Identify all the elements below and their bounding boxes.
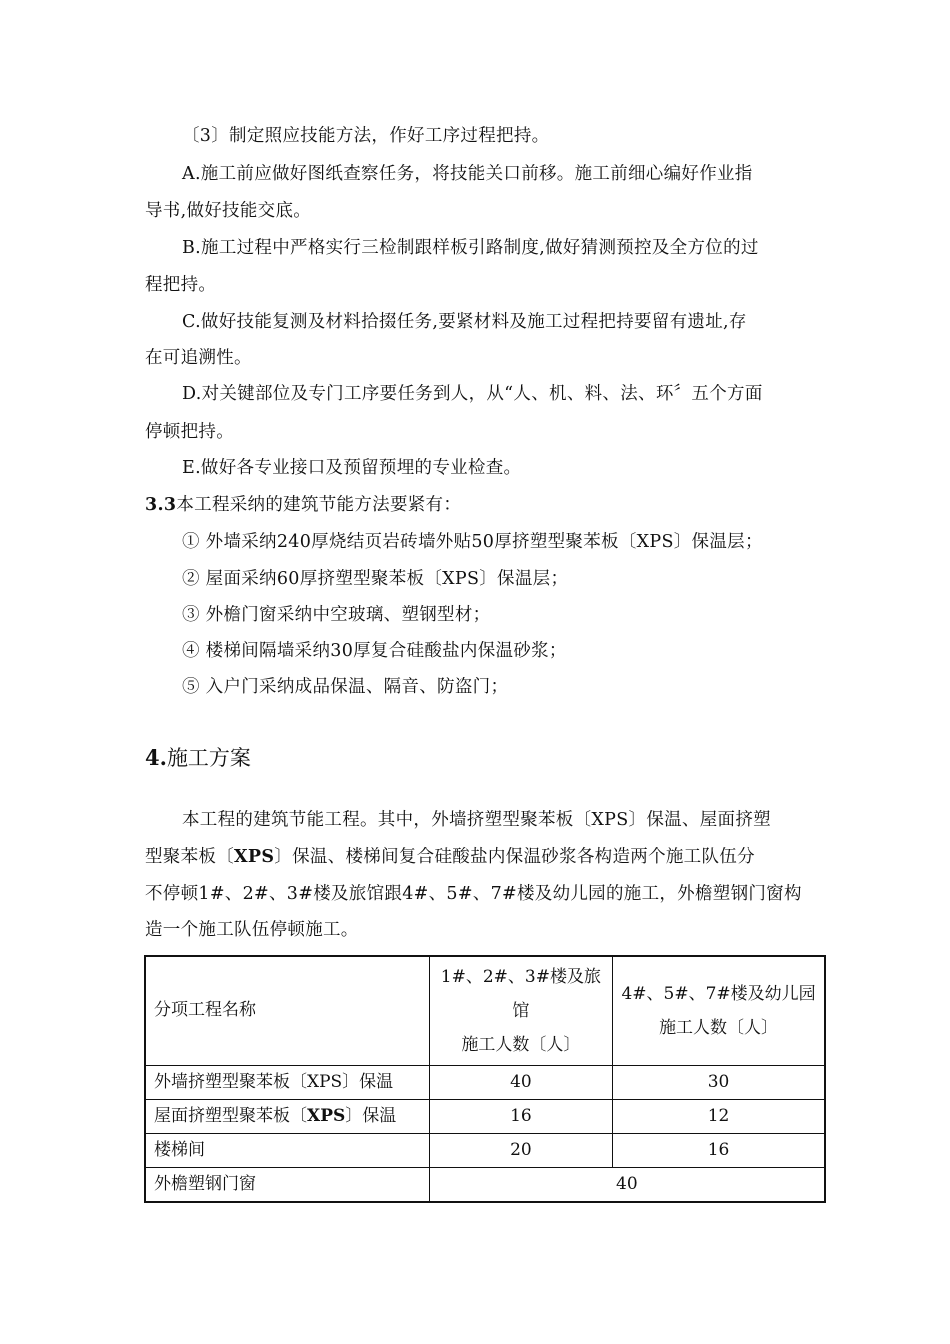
section-4-number: 4. xyxy=(145,745,167,770)
measure-item-3: ③ 外檐门窗采纳中空玻璃、塑钢型材； xyxy=(182,605,491,625)
table-header-row xyxy=(145,956,825,1065)
table-row xyxy=(145,1133,825,1167)
plan-line2 xyxy=(145,845,755,869)
item-b-line1: B.施工过程中严格实行三检制跟样板引路制度,做好猜测预控及全方位的过 xyxy=(182,238,759,258)
row-name: 外檐塑钢门窗 xyxy=(145,1167,429,1202)
measure-item-2: ② 屋面采纳60厚挤塑型聚苯板〔XPS〕保温层； xyxy=(182,569,569,589)
item-b-line2: 程把持。 xyxy=(145,275,217,295)
row-value-merged: 40 xyxy=(429,1167,825,1202)
section-4-title: 施工方案 xyxy=(166,746,251,770)
item-e-line1: E.做好各专业接口及预留预埋的专业检查。 xyxy=(182,458,522,478)
header-group-2-line2: 施工人数〔人〕 xyxy=(659,1017,779,1038)
section-title: 本工程采纳的建筑节能方法要紧有： xyxy=(176,495,462,515)
plan-line2-pre: 型聚苯板〔 xyxy=(145,847,234,867)
measure-item-5: ⑤ 入户门采纳成品保温、隔音、防盗门； xyxy=(182,677,509,697)
section-number: 3.3 xyxy=(145,495,177,515)
item-c-line2: 在可追溯性。 xyxy=(145,348,252,368)
header-project-name: 分项工程名称 xyxy=(145,956,429,1065)
header-group-2 xyxy=(613,956,825,1065)
row-name-post: 〕保温 xyxy=(345,1105,397,1126)
header-group-1-line2: 馆 xyxy=(512,1000,530,1021)
item-d-line2: 停顿把持。 xyxy=(145,422,234,442)
header-group-1-line3: 施工人数〔人〕 xyxy=(461,1034,581,1055)
plan-line2-bold: XPS xyxy=(234,847,275,867)
row-value-a: 40 xyxy=(429,1065,612,1099)
section-4-heading xyxy=(145,744,251,772)
row-value-b: 16 xyxy=(613,1133,825,1167)
row-value-b: 12 xyxy=(613,1099,825,1133)
row-value-b: 30 xyxy=(613,1065,825,1099)
item-a-line1: A.施工前应做好图纸查察任务，将技能关口前移。施工前细心编好作业指 xyxy=(182,164,753,184)
plan-line2-post: 〕保温、楼梯间复合硅酸盐内保温砂浆各构造两个施工队伍分 xyxy=(274,847,755,867)
item-d-line1: D.对关键部位及专门工序要任务到人，从“人、机、料、法、环〞五个方面 xyxy=(182,384,763,404)
row-name: 外墙挤塑型聚苯板〔XPS〕保温 xyxy=(145,1065,429,1099)
paragraph-3: 〔3〕制定照应技能方法，作好工序过程把持。 xyxy=(182,126,550,146)
plan-line4: 造一个施工队伍停顿施工。 xyxy=(145,920,359,940)
row-name-pre: 屋面挤塑型聚苯板〔 xyxy=(154,1105,307,1126)
measure-item-4: ④ 楼梯间隔墙采纳30厚复合硅酸盐内保温砂浆； xyxy=(182,641,567,661)
table-row xyxy=(145,1099,825,1133)
row-name: 楼梯间 xyxy=(145,1133,429,1167)
row-name-bold: XPS xyxy=(307,1105,346,1126)
table-row xyxy=(145,1065,825,1099)
row-name xyxy=(145,1099,429,1133)
plan-line1: 本工程的建筑节能工程。其中，外墙挤塑型聚苯板〔XPS〕保温、屋面挤塑 xyxy=(182,810,771,830)
header-group-1 xyxy=(429,956,612,1065)
item-a-line2: 导书,做好技能交底。 xyxy=(145,201,312,221)
item-c-line1: C.做好技能复测及材料拾掇任务,要紧材料及施工过程把持要留有遗址,存 xyxy=(182,312,747,332)
measure-item-1: ① 外墙采纳240厚烧结页岩砖墙外贴50厚挤塑型聚苯板〔XPS〕保温层； xyxy=(182,532,763,552)
staffing-table xyxy=(144,955,826,1203)
header-group-1-line1: 1#、2#、3#楼及旅 xyxy=(440,966,601,987)
row-value-a: 20 xyxy=(429,1133,612,1167)
section-3-3-heading xyxy=(145,493,461,517)
row-value-a: 16 xyxy=(429,1099,612,1133)
header-group-2-line1: 4#、5#、7#楼及幼儿园 xyxy=(621,983,816,1004)
table-row xyxy=(145,1167,825,1202)
plan-line3: 不停顿1#、2#、3#楼及旅馆跟4#、5#、7#楼及幼儿园的施工，外檐塑钢门窗构 xyxy=(145,884,802,904)
